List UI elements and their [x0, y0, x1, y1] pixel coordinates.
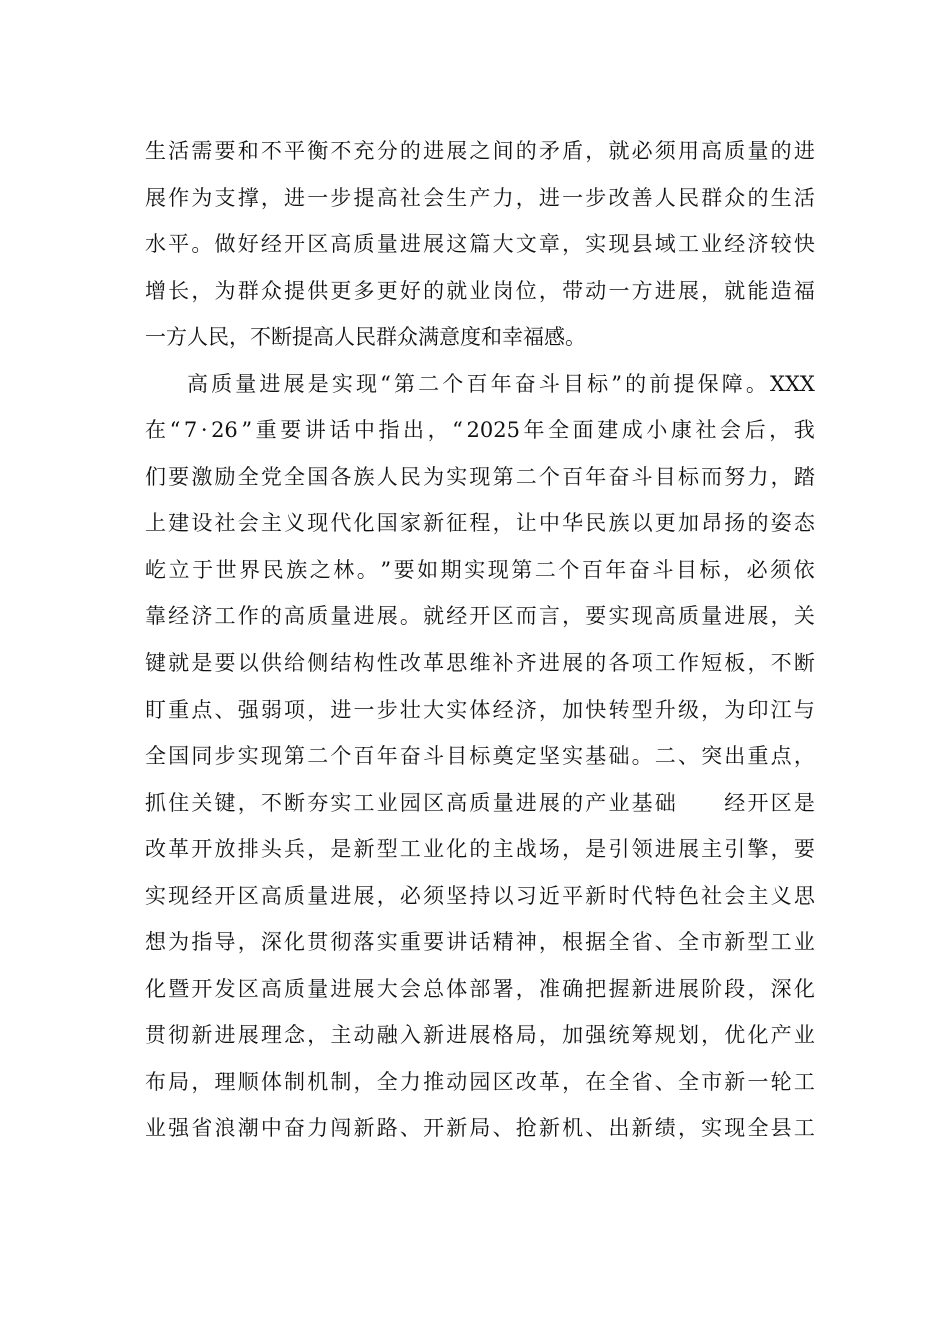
text-line: 布 局 ， 理 顺 体 制 机 制 ， 全 力 推 动 园 区 改 革 ， 在 全 省 、 全 市 新 一 轮 工	[145, 1069, 815, 1094]
text-line: 们 要 激 励 全 党 全 国 各 族 人 民 为 实 现 第 二 个 百 年 奋 斗 目 标 而 努 力 ， 踏	[145, 464, 815, 489]
text-line: 盯 重 点 、 强 弱 项 ， 进 一 步 壮 大 实 体 经 济 ， 加 快 转 型 升 级 ， 为 印 江 与	[145, 697, 815, 722]
text-line: 在 “ 7 · 26 ” 重 要 讲 话 中 指 出 ， “ 2025 年 全 面 建 成 小 康 社 会 后 ， 我	[145, 418, 815, 443]
text-line: 键 就 是 要 以 供 给 侧 结 构 性 改 革 思 维 补 齐 进 展 的 各 项 工 作 短 板 ， 不 断	[145, 651, 815, 676]
text-line: 展 作 为 支 撑 ， 进 一 步 提 高 社 会 生 产 力 ， 进 一 步 改 善 人 民 群 众 的 生 活	[145, 185, 815, 210]
text-line: 贯 彻 新 进 展 理 念 ， 主 动 融 入 新 进 展 格 局 ， 加 强 统 筹 规 划 ， 优 化 产 业	[145, 1023, 815, 1048]
text-line: 想 为 指 导 ， 深 化 贯 彻 落 实 重 要 讲 话 精 神 ， 根 据 全 省 、 全 市 新 型 工 业	[145, 930, 815, 955]
text-line: 高 质 量 进 展 是 实 现 “ 第 二 个 百 年 奋 斗 目 标 ” 的 前 提 保 障 。 XXX	[187, 371, 815, 396]
text-line: 生 活 需 要 和 不 平 衡 不 充 分 的 进 展 之 间 的 矛 盾 ， 就 必 须 用 高 质 量 的 进	[145, 139, 815, 163]
text-line: 靠 经 济 工 作 的 高 质 量 进 展 。 就 经 开 区 而 言 ， 要 实 现 高 质 量 进 展 ， 关	[145, 604, 815, 629]
text-line: 一 方 人 民 ， 不 断 提 高 人 民 群 众 满 意 度 和 幸 福 感 。	[145, 325, 586, 350]
text-line: 上 建 设 社 会 主 义 现 代 化 国 家 新 征 程 ， 让 中 华 民 族 以 更 加 昂 扬 的 姿 态	[145, 511, 815, 536]
text-line: 化 暨 开 发 区 高 质 量 进 展 大 会 总 体 部 署 ， 准 确 把 握 新 进 展 阶 段 ， 深 化	[145, 976, 815, 1001]
text-line: 水 平 。 做 好 经 开 区 高 质 量 进 展 这 篇 大 文 章 ， 实 现 县 域 工 业 经 济 较 快	[145, 232, 815, 257]
text-line: 改 革 开 放 排 头 兵 ， 是 新 型 工 业 化 的 主 战 场 ， 是 引 领 进 展 主 引 擎 ， 要	[145, 837, 815, 862]
text-line: 屹 立 于 世 界 民 族 之 林 。 ” 要 如 期 实 现 第 二 个 百 年 奋 斗 目 标 ， 必 须 依	[145, 557, 815, 582]
text-line: 增 长 ， 为 群 众 提 供 更 多 更 好 的 就 业 岗 位 ， 带 动 一 方 进 展 ， 就 能 造 福	[145, 278, 815, 303]
text-line: 全 国 同 步 实 现 第 二 个 百 年 奋 斗 目 标 奠 定 坚 实 基 础 。 二 、 突 出 重 点 ，	[145, 744, 815, 769]
text-line: 实 现 经 开 区 高 质 量 进 展 ， 必 须 坚 持 以 习 近 平 新 时 代 特 色 社 会 主 义 思	[145, 883, 815, 908]
text-line: 抓 住 关 键 ， 不 断 夯 实 工 业 园 区 高 质 量 进 展 的 产 业 基 础 经 开 区 是	[145, 790, 815, 815]
body-text	[145, 128, 815, 1152]
text-line: 业 强 省 浪 潮 中 奋 力 闯 新 路 、 开 新 局 、 抢 新 机 、 出 新 绩 ， 实 现 全 县 工	[145, 1116, 815, 1141]
